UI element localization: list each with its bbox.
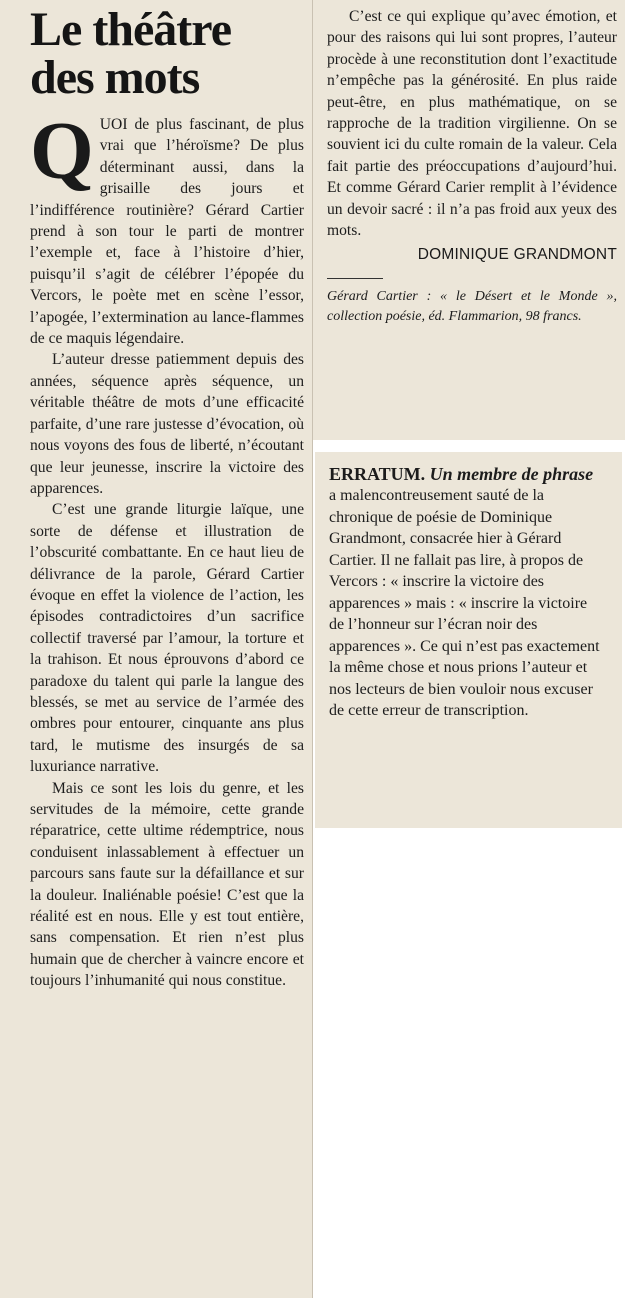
- paragraph-1-lead: UOI: [99, 116, 128, 133]
- paragraph-1-text: de plus fascinant, de plus vrai que l’héroïsme? De plus déterminant aussi, dans la grisaille des jours et l’indifférence routinière? Gérard Cartier prend à son tour le parti de montrer l’exemple et, face à l’histoire d’hier, puisqu’il s’agit de célébrer l’épopée du Vercors, le poète met en scène l’essor, l’apogée, l’extermination au lance-flammes de ce maquis légendaire.: [30, 116, 304, 348]
- erratum-heading: [329, 464, 606, 485]
- article-column-right: [313, 0, 625, 440]
- author-byline: DOMINIQUE GRANDMONT: [417, 246, 617, 264]
- erratum-text: a malencontreusement sauté de la chronique de poésie de Dominique Grandmont, consacrée hier à Gérard Cartier. Il ne fallait pas lire, à propos de Vercors : « inscrire la victoire des apparences » mais : « inscrire la victoire de l’honneur sur l’écran noir des apparences ». Ce qui n’est pas exactement la même chose et nous prions l’auteur et nos lecteurs de bien vouloir nous excuser de cette erreur de transcription.: [329, 487, 600, 719]
- headline-line-1: Le théâtre: [30, 3, 232, 56]
- headline-line-2: des mots: [30, 51, 200, 104]
- article-headline: [30, 3, 304, 104]
- credit-divider: [327, 278, 383, 279]
- paragraph-1: [30, 105, 304, 349]
- book-credit: Gérard Cartier : « le Désert et le Monde », collection poésie, éd. Flammarion, 98 francs.: [327, 289, 617, 325]
- drop-cap: Q: [30, 105, 94, 196]
- paragraph-2: L’auteur dresse patiemment depuis des années, séquence après séquence, un véritable théâtre de mots d’une efficacité parfaite, d’une rare justesse d’évocation, où nous voyons des fous de liberté, n’écoutant que leur jeunesse, inscrire la victoire des apparences.: [30, 351, 304, 497]
- article-body-right: [327, 6, 617, 241]
- paragraph-3: C’est une grande liturgie laïque, une sorte de défense et illustration de l’obscurité combattante. En ce haut lieu de délivrance de la parole, Gérard Cartier évoque en effet la violence de l’action, les épisodes contradictoires d’un sacrifice collectif traversé par l’amour, la torture et la trahison. Et nous éprouvons d’abord ce paradoxe du talent qui parle la langue des blessés, se met au service de l’armée des ombres pour entourer, cinquante ans plus tard, le mutisme des insurgés de sa luxuriance narrative.: [30, 501, 304, 776]
- paragraph-4: Mais ce sont les lois du genre, et les servitudes de la mémoire, cette grande réparatrice, cette ultime rédemptrice, nous conduisent inlassablement à effectuer un parcours sans faute sur la défaillance et sur la douleur. Inaliénable poésie! C’est que la réalité est en nous. Elle y est tout entière, sans compensation. Et rien n’est plus humain que de chercher à vaincre encore et toujours l’inhumanité qui nous constitue.: [30, 779, 304, 990]
- erratum-subtitle: Un membre de phrase: [429, 464, 594, 484]
- paragraph-5: C’est ce qui explique qu’avec émotion, et pour des raisons qui lui sont propres, l’auteur procède à une reconstitution dont l’exactitude n’empêche pas la générosité. En plus raide peut-être, en plus mathématique, on se rapproche de la tradition virgilienne. On se souvient ici du culte romain de la valeur. Cela fait partie des préoccupations d’aujourd’hui. Et comme Gérard Carier remplit à l’évidence un devoir sacré : il n’a pas froid aux yeux des mots.: [327, 8, 617, 240]
- article-body-left: [30, 105, 304, 992]
- erratum-box: [315, 452, 622, 828]
- erratum-keyword: ERRATUM.: [329, 464, 426, 484]
